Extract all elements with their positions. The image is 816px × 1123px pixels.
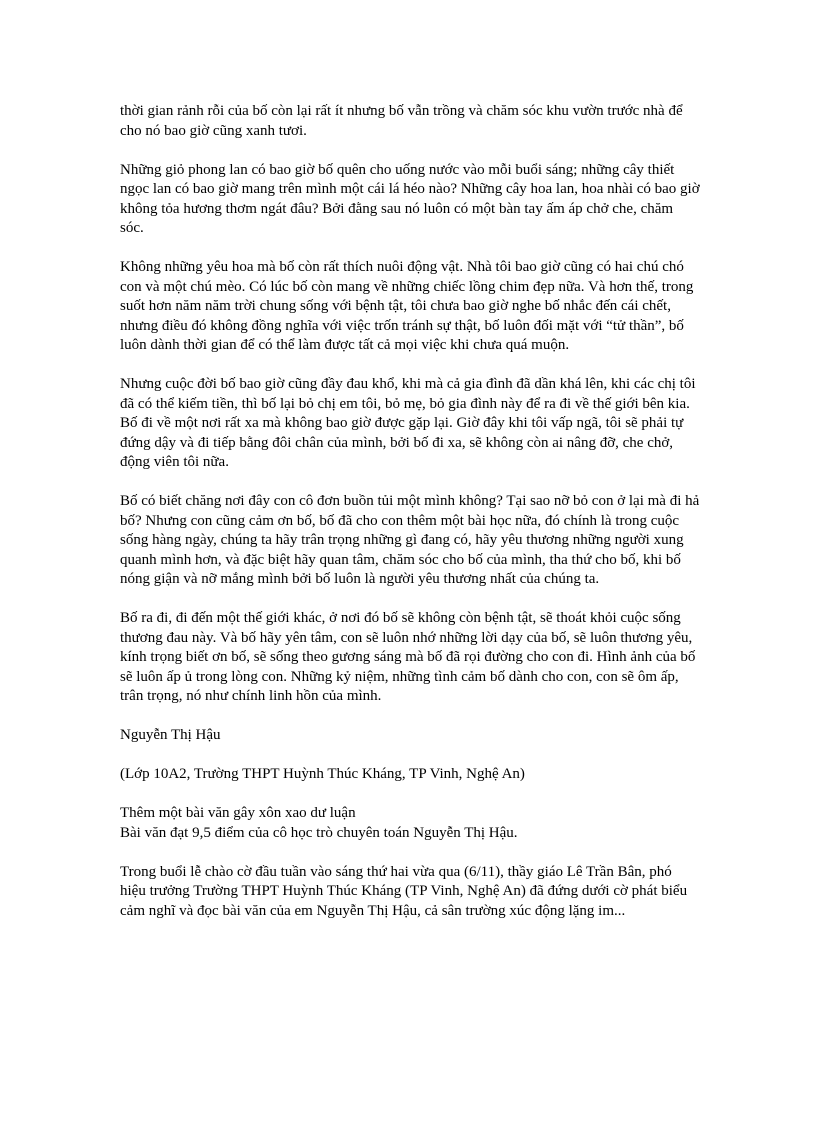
paragraph-garden: thời gian rảnh rỗi của bố còn lại rất ít nhưng bố vẫn trồng và chăm sóc khu vườn trước nhà để cho nó bao giờ cũng xanh tươi. bbox=[120, 103, 683, 139]
author-school: (Lớp 10A2, Trường THPT Huỳnh Thúc Kháng, TP Vinh, Nghệ An) bbox=[120, 766, 525, 782]
headline-secondary: Bài văn đạt 9,5 điểm của cô học trò chuyên toán Nguyễn Thị Hậu. bbox=[120, 824, 518, 841]
paragraph-farewell: Bố ra đi, đi đến một thế giới khác, ở nơi đó bố sẽ không còn bệnh tật, sẽ thoát khỏi cuộc sống thương đau này. Và bố hãy yên tâm, con sẽ luôn nhớ những lời dạy của bố, sẽ luôn thương yêu, kính trọng biết ơn bố, sẽ sống theo gương sáng mà bố đã rọi đường cho con đi. Hình ảnh của bố sẽ luôn ấp ủ trong lòng con. Những kỷ niệm, những tình cảm bố dành cho con, con sẽ ôm ấp, trân trọng, nó như chính linh hồn của mình. bbox=[120, 610, 696, 704]
paragraph-ceremony: Trong buổi lễ chào cờ đầu tuần vào sáng thứ hai vừa qua (6/11), thầy giáo Lê Trần Bân, phó hiệu trưởng Trường THPT Huỳnh Thúc Kháng (TP Vinh, Nghệ An) đã đứng dưới cờ phát biểu cảm nghĩ và đọc bài văn của em Nguyễn Thị Hậu, cả sân trường xúc động lặng im... bbox=[120, 863, 688, 919]
paragraph-animals: Không những yêu hoa mà bố còn rất thích nuôi động vật. Nhà tôi bao giờ cũng có hai chú chó con và một chú mèo. Có lúc bố còn mang về những chiếc lồng chim đẹp nữa. Và hơn thế, trong suốt hơn năm năm trời chung sống với bệnh tật, tôi chưa bao giờ nghe bố nhắc đến cái chết, nhưng điều đó không đồng nghĩa với việc trốn tránh sự thật, bố luôn đối mặt với “tử thần”, bố luôn dành thời gian để có thể làm được tất cả mọi việc khi chưa quá muộn. bbox=[120, 259, 694, 353]
paragraph-hardship: Nhưng cuộc đời bố bao giờ cũng đầy đau khổ, khi mà cả gia đình đã dần khá lên, khi các chị tôi đã có thể kiếm tiền, thì bố lại bỏ chị em tôi, bỏ mẹ, bỏ gia đình này để ra đi về thế giới bên kia. Bố đi về một nơi rất xa mà không bao giờ được gặp lại. Giờ đây khi tôi vấp ngã, tôi sẽ phải tự đứng dậy và đi tiếp bằng đôi chân của mình, bởi bố đi xa, sẽ không còn ai nâng đỡ, che chở, động viên tôi nữa. bbox=[120, 376, 696, 470]
paragraph-gratitude: Bố có biết chăng nơi đây con cô đơn buồn tủi một mình không? Tại sao nỡ bỏ con ở lại mà đi hả bố? Nhưng con cũng cảm ơn bố, bố đã cho con thêm một bài học nữa, đó chính là trong cuộc sống hàng ngày, chúng ta hãy trân trọng những gì đang có, hãy yêu thương những người xung quanh mình hơn, và đặc biệt hãy quan tâm, chăm sóc cho bố của mình, tha thứ cho bố, khi bố nóng giận và nỡ mắng mình bởi bố luôn là người yêu thương nhất của chúng ta. bbox=[120, 493, 700, 587]
document-page bbox=[120, 102, 700, 941]
author-name: Nguyễn Thị Hậu bbox=[120, 727, 221, 743]
paragraph-orchids: Những giỏ phong lan có bao giờ bố quên cho uống nước vào mỗi buổi sáng; những cây thiết ngọc lan có bao giờ mang trên mình một cái lá héo nào? Những cây hoa lan, hoa nhài có bao giờ không tỏa hương thơm ngát đâu? Bởi đằng sau nó luôn có một bàn tay ấm áp chở che, chăm sóc. bbox=[120, 161, 700, 236]
headline-primary: Thêm một bài văn gây xôn xao dư luận bbox=[120, 805, 356, 821]
